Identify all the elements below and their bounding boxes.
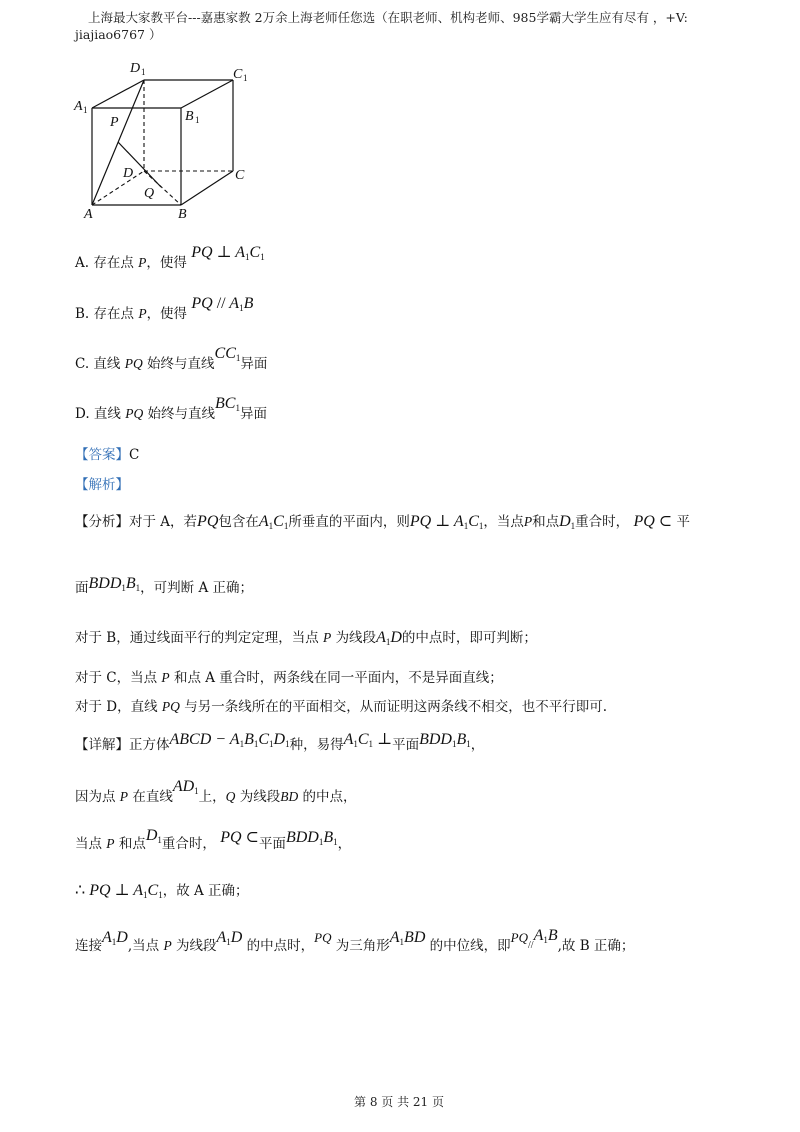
label-A: A: [84, 207, 93, 222]
option-a: A. 存在点 P，使得 PQ ⊥ $A_1C_1$: [75, 244, 265, 271]
analysis-line-2: 面$BDD_1B_1$，可判断 A 正确；: [75, 575, 254, 596]
label-C1: C: [233, 67, 243, 82]
answer-value: C: [129, 447, 140, 463]
detail-line-3: 当点 P 和点$D_1$重合时， PQ ⊂平面$BDD_1B_1$，: [75, 827, 352, 852]
label-D1: D: [130, 61, 141, 76]
label-B1: B: [185, 109, 194, 124]
page-header-line1: 上海最大家教平台---嘉惠家教 2万余上海老师任您选（在职老师、机构老师、985学霸大学生应有尽有 ，+V:: [88, 10, 688, 25]
edge-BC: [181, 171, 233, 205]
answer-line: [75, 443, 139, 463]
edge-B1C1: [181, 80, 233, 108]
analysis-line-5: 对于 D，直线 PQ 与另一条线所在的平面相交，从而证明这两条线不相交，也不平行即可.: [75, 699, 608, 715]
analysis-line-4: 对于 C，当点 P 和点 A 重合时，两条线在同一平面内，不是异面直线；: [75, 670, 503, 686]
edge-AD: [92, 171, 144, 205]
page-header-line2: jiajiao6767 ）: [75, 27, 162, 42]
label-B: B: [178, 207, 187, 222]
option-b: B. 存在点 P，使得 PQ // $A_1B$: [75, 295, 254, 322]
svg-text:1: 1: [195, 115, 200, 125]
label-Q: Q: [144, 186, 155, 201]
edge-A1D1: [92, 80, 144, 108]
analysis-line-3: 对于 B，通过线面平行的判定定理，当点 P 为线段$A_1D$的中点时，即可判断；: [75, 629, 537, 647]
analysis-label: 【解析】: [75, 477, 129, 493]
detail-line-1: 【详解】正方体ABCD − $A_1B_1C_1D_1$种，易得$A_1C_1$ ⊥平面$BDD_1B_1$，: [75, 731, 485, 753]
label-A1: A: [74, 99, 83, 114]
label-C: C: [235, 168, 245, 183]
option-c: C. 直线 PQ 始终与直线$CC_1$异面: [75, 345, 268, 372]
page-footer: 第 8 页 共 21 页: [354, 1095, 444, 1109]
svg-text:1: 1: [141, 67, 146, 77]
label-D: D: [123, 166, 134, 181]
svg-text:1: 1: [243, 73, 248, 83]
analysis-line-1: 【分析】对于 A，若PQ包含在$A_1C_1$所垂直的平面内，则PQ ⊥ $A_1C_1$，当点P和点$D_1$重合时， PQ ⊂ 平: [75, 513, 690, 531]
detail-line-4: ∴ PQ ⊥ $A_1C_1$，故 A 正确；: [75, 882, 249, 900]
detail-line-5: 连接$A_1D$,当点 P 为线段$A_1D$ 的中点时，PQ 为三角形$A_1BD$ 的中位线，即$PQ_{//}A_1B$,故 B 正确；: [75, 927, 635, 954]
svg-text:1: 1: [83, 105, 88, 115]
label-P: P: [110, 115, 119, 130]
cube-figure: [70, 58, 260, 223]
answer-label: 【答案】: [75, 447, 129, 463]
option-d: D. 直线 PQ 始终与直线$BC_1$异面: [75, 395, 267, 422]
detail-line-2: 因为点 P 在直线$AD_1$上，Q 为线段BD 的中点，: [75, 778, 357, 805]
